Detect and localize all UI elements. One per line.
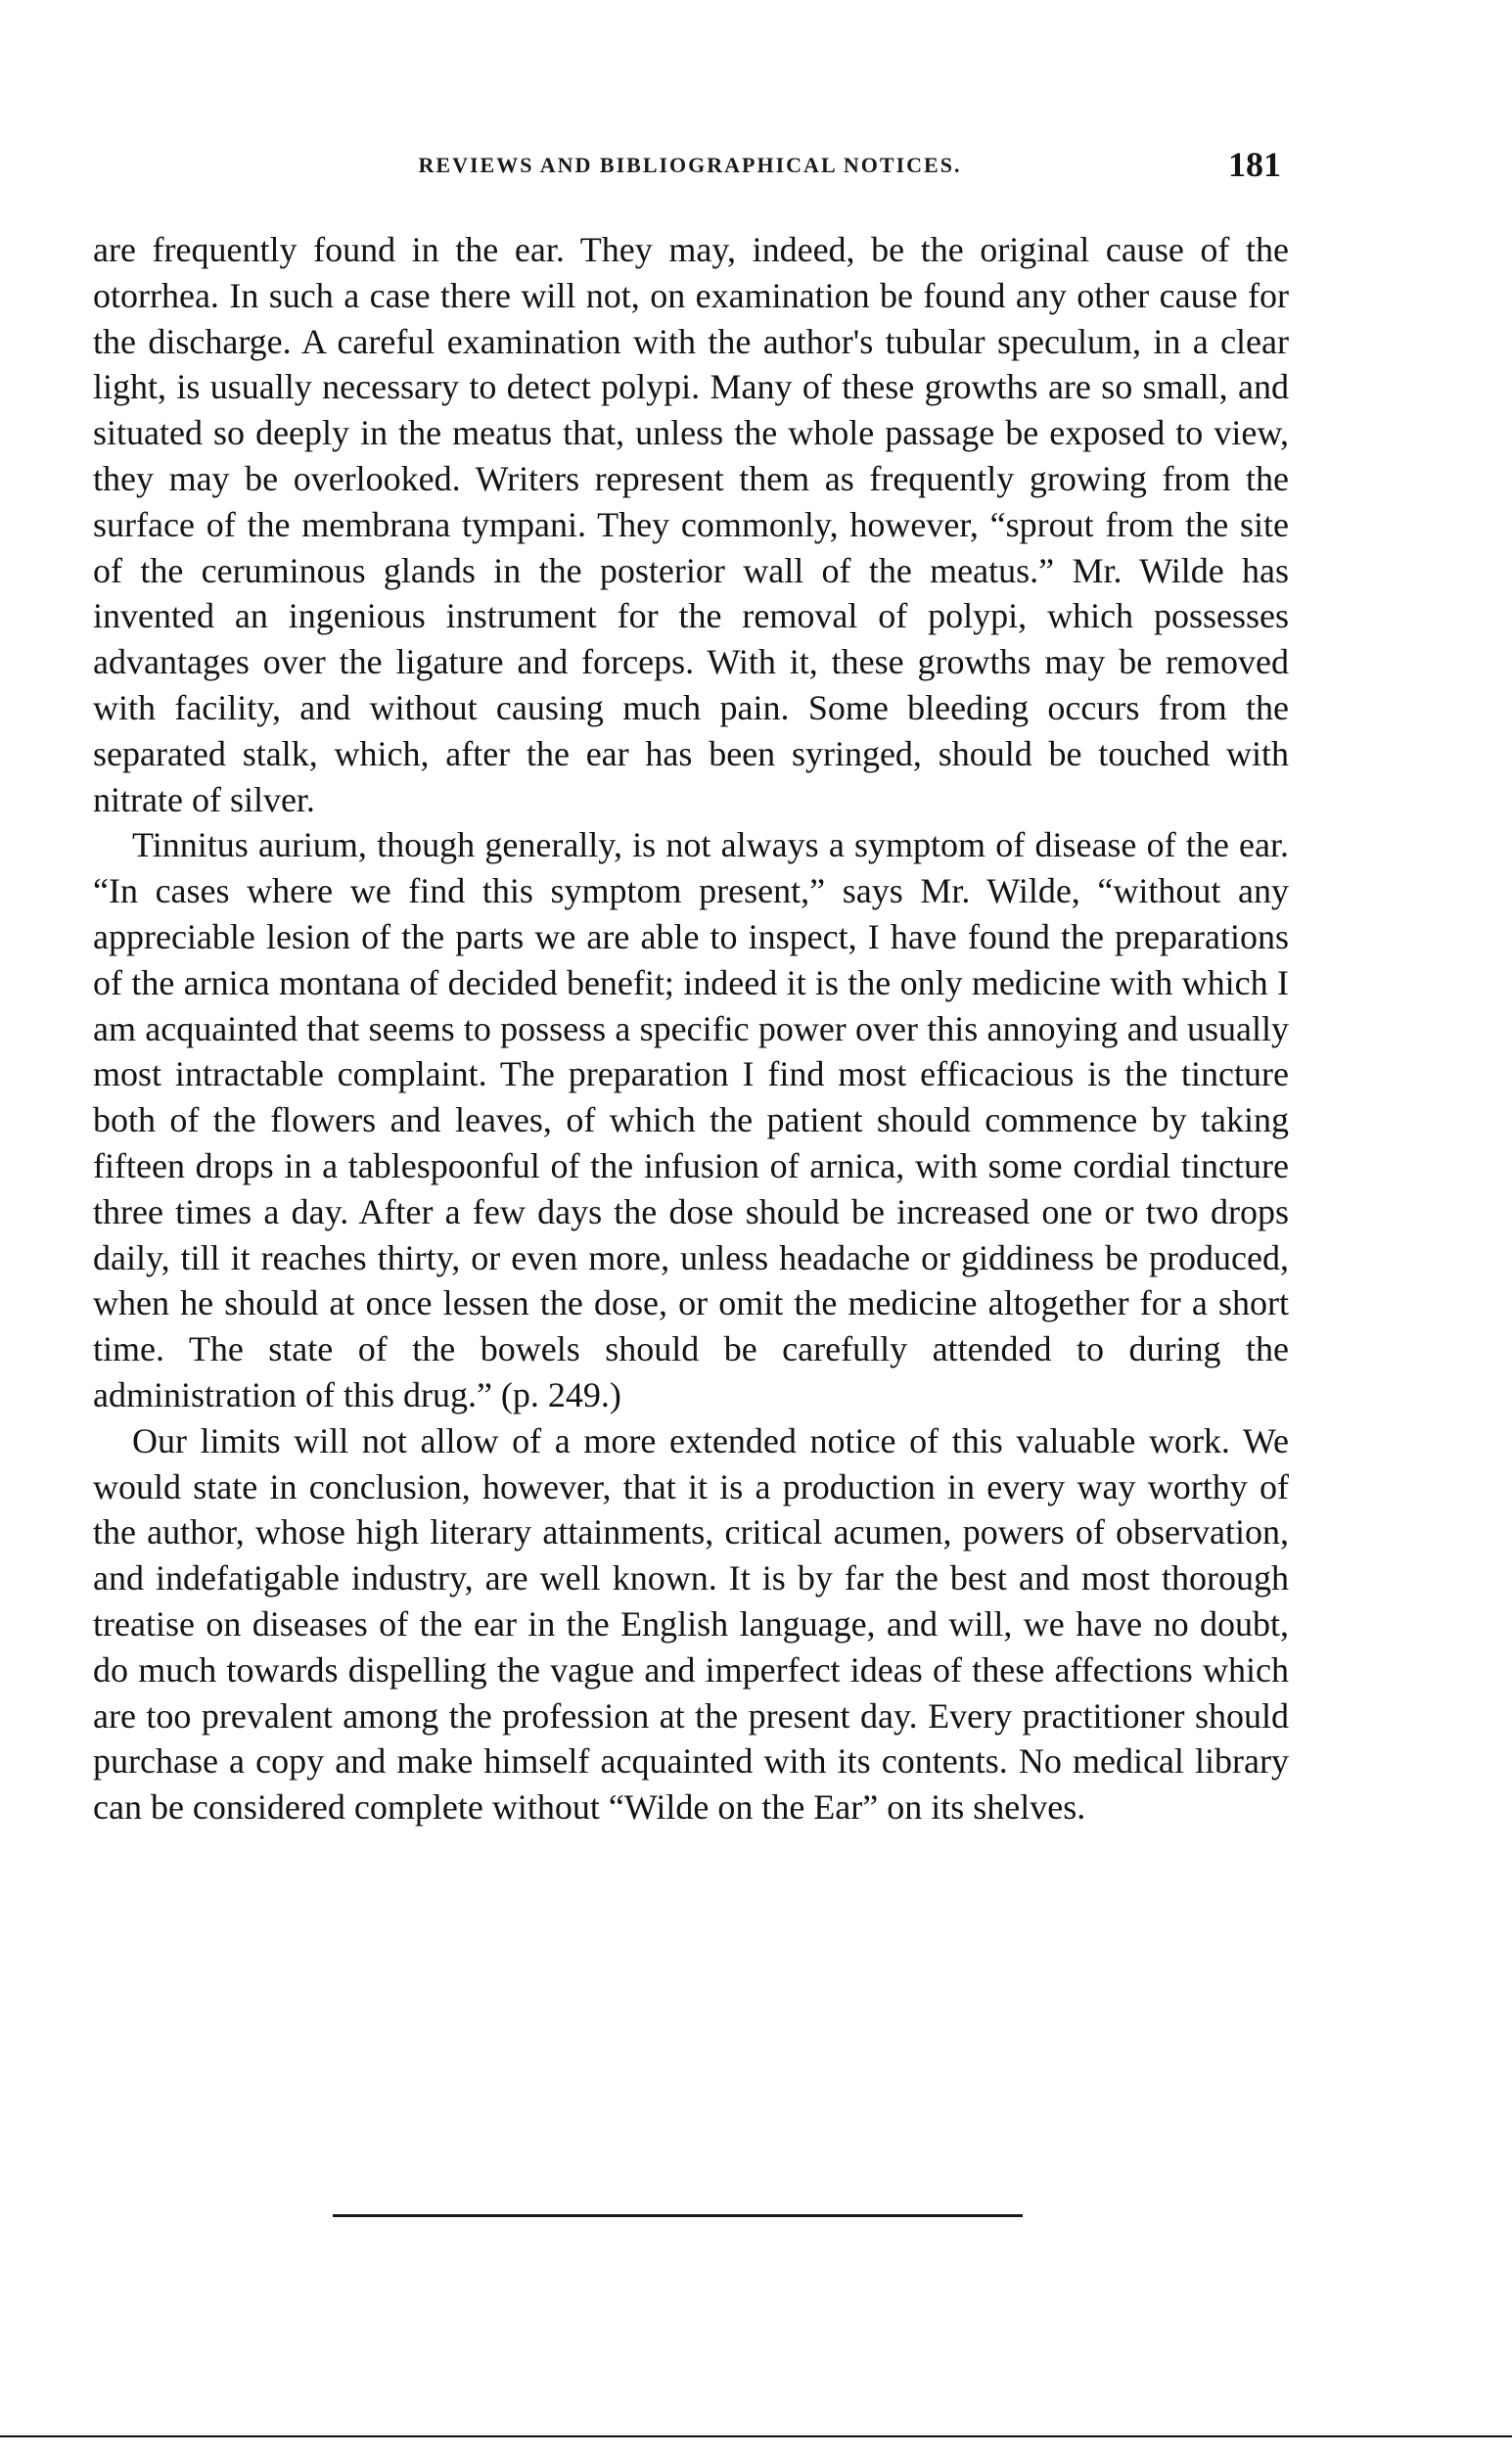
scan-bottom-border xyxy=(0,2435,1512,2455)
paragraph-conclusion: Our limits will not allow of a more extended notice of this valuable work. We would state in conclusion, however, that it is a production in every way worthy of the author, whose high literary attainments, critical acumen, powers of observation, and indefatigable industry, are well known. It is by far the best and most thorough treatise on diseases of the ear in the English language, and will, we have no doubt, do much towards dispelling the vague and imperfect ideas of these affections which are too prevalent among the profession at the present day. Every practitioner should purchase a copy and make himself acquainted with its contents. No medical library can be considered complete without “Wilde on the Ear” on its shelves. xyxy=(93,1420,1289,1828)
paragraph-tinnitus: Tinnitus aurium, though generally, is not always a symptom of disease of the ear. “In cases where we find this symptom present,” says Mr. Wilde, “without any appreciable lesion of the parts we are able to inspect, I have found the preparations of the arnica montana of decided benefit; indeed it is the only medicine with which I am acquainted that seems to possess a specific power over this annoying and usually most intractable complaint. The preparation I find most efficacious is the tincture both of the flowers and leaves, of which the patient should commence by taking fifteen drops in a tablespoonful of the infusion of arnica, with some cordial tincture three times a day. After a few days the dose should be increased one or two drops daily, till it reaches thirty, or even more, unless headache or giddiness be produced, when he should at once lessen the dose, or omit the medicine altogether for a short time. The state of the bowels should be carefully attended to during the administration of this drug.” (p. 249.) xyxy=(93,825,1289,1414)
body-text xyxy=(93,227,1289,1830)
running-header-title: REVIEWS AND BIBLIOGRAPHICAL NOTICES. xyxy=(418,153,962,177)
paragraph-polypi: are frequently found in the ear. They may, indeed, be the original cause of the otorrhea. In such a case there will not, on examination be found any other cause for the discharge. A careful examination with the author's tubular speculum, in a clear light, is usually necessary to detect polypi. Many of these growths are so small, and situated so deeply in the meatus that, unless the whole passage be exposed to view, they may be overlooked. Writers represent them as frequently growing from the surface of the membrana tympani. They commonly, however, “sprout from the site of the ceruminous glands in the posterior wall of the meatus.” Mr. Wilde has invented an ingenious instrument for the removal of polypi, which possesses advantages over the ligature and forceps. With it, these growths may be removed with facility, and without causing much pain. Some bleeding occurs from the separated stalk, which, after the ear has been syringed, should be touched with nitrate of silver. xyxy=(93,230,1289,819)
page-number: 181 xyxy=(1228,145,1281,184)
section-end-rule xyxy=(333,2214,1023,2217)
